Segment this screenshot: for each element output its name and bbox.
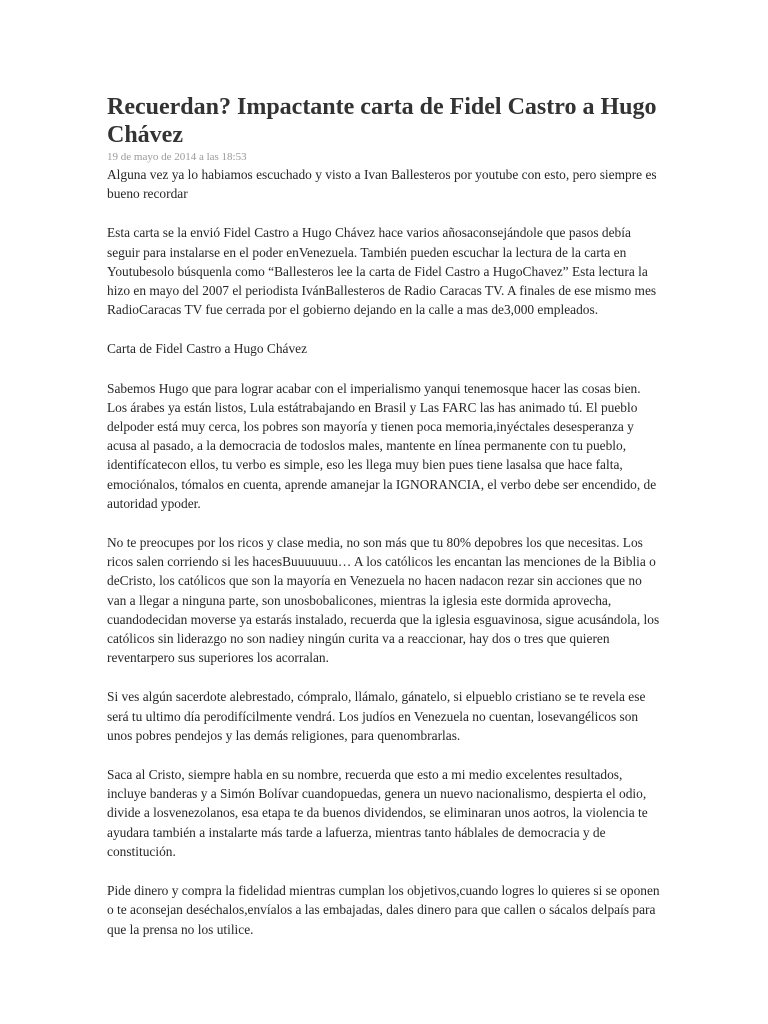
article-date: 19 de mayo de 2014 a las 18:53 <box>107 151 247 163</box>
paragraph-intro: Alguna vez ya lo habiamos escuchado y visto a Ivan Ballesteros por youtube con esto, pero siempre es bueno recordar <box>107 167 657 202</box>
paragraph-letter-3: Si ves algún sacerdote alebrestado, cómpralo, llámalo, gánatelo, si elpueblo cristiano se te revela ese será tu ultimo día perodifícilmente vendrá. Los judíos en Venezuela no cuentan, losevangélicos son unos pobres pendejos y las demás religiones, para quenombrarlas. <box>107 689 646 743</box>
article-title: Recuerdan? Impactante carta de Fidel Castro a Hugo Chávez <box>107 94 657 148</box>
paragraph-letter-1: Sabemos Hugo que para lograr acabar con el imperialismo yanqui tenemosque hacer las cosas bien. Los árabes ya están listos, Lula estátrabajando en Brasil y Las FARC las has animado tú. El pueblo delpoder está muy cerca, los pobres son mayoría y tienen poca memoria,inyéctales desesperanza y acusa al pasado, a la democracia de todoslos males, mantente en línea permanente con tu pueblo, identifícatecon ellos, tu verbo es simple, eso les llega muy bien pues tiene lasalsa que hace falta, emociónalos, tómalos en cuenta, aprende amanejar la IGNORANCIA, el verbo debe ser encendido, de autoridad ypoder. <box>107 380 657 511</box>
paragraph-letter-4: Saca al Cristo, siempre habla en su nombre, recuerda que esto a mi medio excelentes resultados, incluye banderas y a Simón Bolívar cuandopuedas, genera un nuevo nacionalismo, despierta el odio, divide a losvenezolanos, esa etapa te da buenos dividendos, se eliminaran unos aotros, la violencia te ayudara también a instalarte más tarde a lafuerza, mientras tanto háblales de democracia y de constitución. <box>107 767 648 859</box>
paragraph-letter-2: No te preocupes por los ricos y clase media, no son más que tu 80% depobres los que necesitas. Los ricos salen corriendo si les hacesBuuuuuuu… A los católicos les encantan las menciones de la Biblia o deCristo, los católicos que son la mayoría en Venezuela no hacen nadacon rezar sin acciones que no van a llegar a ninguna parte, son unosbobalicones, mientras la iglesia este dormida aprovecha, cuandodecidan moverse ya estarás instalado, recuerda que la iglesia esguavinosa, sigue acusándola, los católicos sin liderazgo no son nadiey ningún curita va a reaccionar, hay dos o tres que quieren reventarpero sus superiores los acorralan. <box>107 535 660 666</box>
paragraph-context: Esta carta se la envió Fidel Castro a Hugo Chávez hace varios añosaconsejándole que pasos debía seguir para instalarse en el poder enVenezuela. También pueden escuchar la lectura de la carta en Youtubesolo búsquenla como “Ballesteros lee la carta de Fidel Castro a HugoChavez” Esta lectura la hizo en mayo del 2007 el periodista IvánBallesteros de Radio Caracas TV. A finales de ese mismo mes RadioCaracas TV fue cerrada por el gobierno dejando en la calle a mas de3,000 empleados. <box>107 225 657 318</box>
paragraph-letter-5: Pide dinero y compra la fidelidad mientras cumplan los objetivos,cuando logres lo quieres si se oponen o te aconsejan deséchalos,envíalos a las embajadas, dales dinero para que callen o sácalos delpaís para que la prensa no los utilice. <box>107 883 660 937</box>
article-body <box>107 165 662 939</box>
paragraph-letter-heading: Carta de Fidel Castro a Hugo Chávez <box>107 341 308 357</box>
